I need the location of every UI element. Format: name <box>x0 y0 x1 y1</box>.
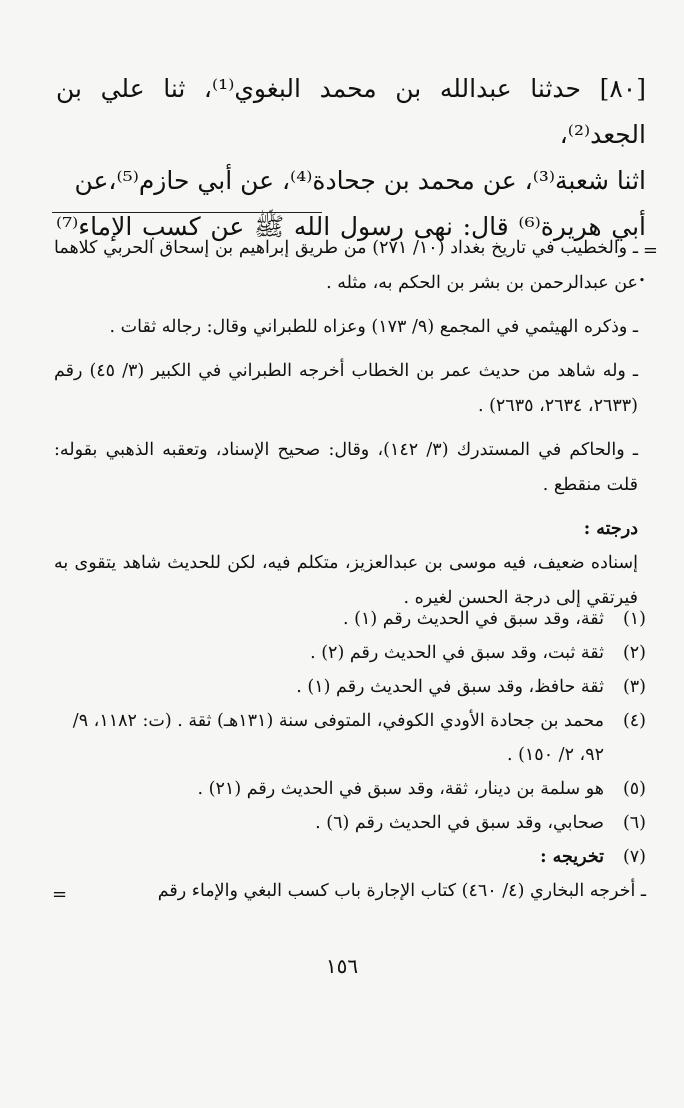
page-number: ١٥٦ <box>325 954 359 978</box>
footnote-item <box>54 772 646 806</box>
takhrij-line <box>54 874 646 908</box>
continuation-mark-end: = <box>52 884 68 905</box>
note-paragraph: ـ والخطيب في تاريخ بغداد (١٠/ ٢٧١) من طريق إبراهيم بن إسحاق الحربي كلاهما عن عبدالرحمن بن بشر بن الحكم به، مثله . <box>54 238 638 293</box>
footnote-item <box>54 704 646 772</box>
footnote-number: (٥) <box>622 779 646 799</box>
note-paragraph: ـ وله شاهد من حديث عمر بن الخطاب أخرجه الطبراني في الكبير (٣/ ٤٥) رقم (٢٦٣٣، ٢٦٣٤، ٢٦٣٥) . <box>54 361 638 416</box>
notes-section <box>54 231 638 625</box>
footnote-number: (٤) <box>622 711 646 731</box>
footnote-divider <box>52 212 322 213</box>
footnote-text: ثقة حافظ، وقد سبق في الحديث رقم (١) . <box>296 677 604 697</box>
degree-text: إسناده ضعيف، فيه موسى بن عبدالعزيز، متكلم فيه، لكن للحديث شاهد يتقوى به فيرتقي إلى درجة الحسن لغيره . <box>54 553 638 608</box>
footnote-text: تخريجه : <box>540 847 604 867</box>
footnote-item <box>54 840 646 874</box>
hadith-line-text: حدثنا عبدالله بن محمد البغوي⁽¹⁾، ثنا علي بن الجعد⁽²⁾، <box>56 74 646 149</box>
footnote-text: هو سلمة بن دينار، ثقة، وقد سبق في الحديث رقم (٢١) . <box>197 779 604 799</box>
footnote-number: (١) <box>622 609 646 629</box>
hadith-line-1 <box>56 66 646 158</box>
footnote-item <box>54 670 646 704</box>
footnote-number: (٧) <box>622 847 646 867</box>
footnotes-list <box>54 602 646 908</box>
footnote-number: (٢) <box>622 643 646 663</box>
note-paragraph: ـ وذكره الهيثمي في المجمع (٩/ ١٧٣) وعزاه للطبراني وقال: رجاله ثقات . <box>109 317 638 337</box>
degree-label: درجته : <box>583 519 638 539</box>
footnote-item <box>54 636 646 670</box>
footnote-text: ثقة، وقد سبق في الحديث رقم (١) . <box>342 609 604 629</box>
footnote-item <box>54 806 646 840</box>
footnote-number: (٣) <box>622 677 646 697</box>
hadith-number: [٨٠] <box>599 74 646 103</box>
note-paragraph: ـ والحاكم في المستدرك (٣/ ١٤٢)، وقال: صحيح الإسناد، وتعقبه الذهبي بقوله: قلت منقطع . <box>54 440 638 495</box>
continuation-mark: = <box>642 240 658 261</box>
footnote-text: محمد بن جحادة الأودي الكوفي، المتوفى سنة (١٣١هـ) ثقة . (ت: ١١٨٢، ٩/ ٩٢، ٢/ ١٥٠) . <box>72 711 604 765</box>
hadith-line-2: اثنا شعبة⁽³⁾، عن محمد بن جحادة⁽⁴⁾، عن أبي حازم⁽⁵⁾،عن <box>74 166 646 195</box>
takhrij-text: ـ أخرجه البخاري (٤/ ٤٦٠) كتاب الإجارة باب كسب البغي والإماء رقم <box>157 881 646 901</box>
footnote-text: صحابي، وقد سبق في الحديث رقم (٦) . <box>315 813 604 833</box>
footnote-number: (٦) <box>622 813 646 833</box>
footnote-text: ثقة ثبت، وقد سبق في الحديث رقم (٢) . <box>310 643 604 663</box>
footnote-item <box>54 602 646 636</box>
hadith-line-3: أبي هريرة⁽⁶⁾ قال: نهى رسول الله ﷺ عن كسب الإماء⁽⁷⁾ . <box>56 212 646 287</box>
